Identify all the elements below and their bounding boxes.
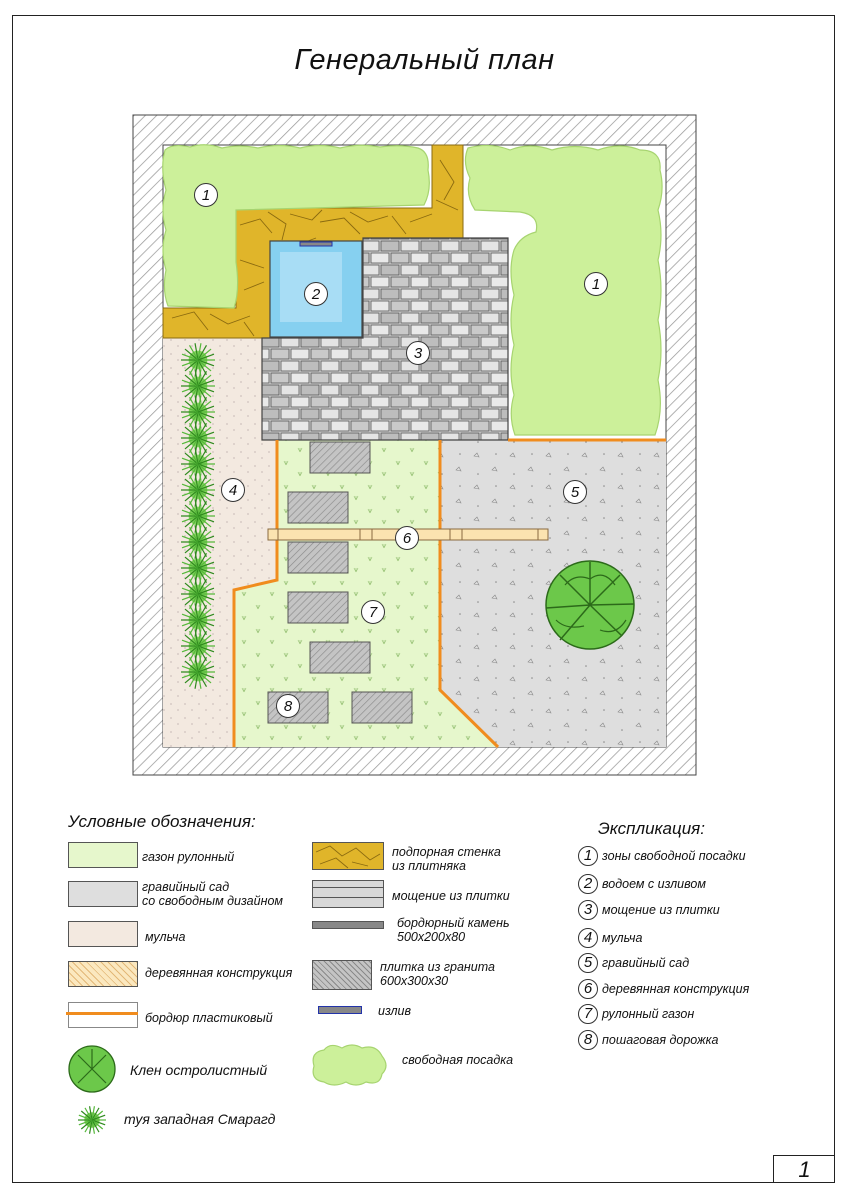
explication-number: 3 [578, 900, 598, 920]
retaining-label-line1: подпорная стенка [392, 845, 501, 859]
explication-text: гравийный сад [602, 956, 690, 970]
gravel-label-line2: со свободным дизайном [142, 894, 283, 908]
plan-label-3: 3 [406, 341, 430, 365]
plan-label-8: 8 [276, 694, 300, 718]
free-planting-legend-icon [306, 1040, 392, 1088]
free-planting-label: свободная посадка [402, 1053, 514, 1067]
gravel-label-line1: гравийный сад [142, 880, 230, 894]
explication-number: 5 [578, 953, 598, 973]
step-stone [352, 692, 412, 723]
retaining-swatch-stones [312, 842, 384, 870]
explication-item [578, 1030, 718, 1050]
spout-swatch [318, 1006, 362, 1014]
explication-text: зоны свободной посадки [602, 849, 746, 863]
explication-number: 1 [578, 846, 598, 866]
paving-swatch [312, 880, 384, 908]
plan-label-4: 4 [221, 478, 245, 502]
step-stone [288, 542, 348, 573]
explication-item [578, 846, 746, 866]
paving-label: мощение из плитки [392, 889, 510, 903]
explication-number: 7 [578, 1004, 598, 1024]
granite-label [380, 960, 495, 988]
border-swatch-line [66, 1012, 138, 1015]
explication-item [578, 928, 642, 948]
step-stone [288, 592, 348, 623]
thuja-label: туя западная Смарагд [124, 1111, 276, 1127]
thuja-shrub [78, 1106, 106, 1134]
explication-item [578, 874, 706, 894]
granite-label-line2: 600х300х30 [380, 974, 449, 988]
gravel-swatch [68, 881, 138, 907]
lawn-label: газон рулонный [142, 850, 235, 864]
explication-number: 4 [578, 928, 598, 948]
spout-label: излив [378, 1004, 412, 1018]
step-stone [288, 492, 348, 523]
explication-item [578, 953, 689, 973]
explication-number: 8 [578, 1030, 598, 1050]
wood-swatch [68, 961, 138, 987]
maple-tree [546, 561, 634, 649]
mulch-label: мульча [145, 930, 186, 944]
explication-text: мульча [602, 931, 643, 945]
gravel-label [142, 880, 283, 908]
plan-label-2: 2 [304, 282, 328, 306]
lawn-swatch [68, 842, 138, 868]
step-stone [310, 642, 370, 673]
plan-label-5: 5 [563, 480, 587, 504]
plan-label-6: 6 [395, 526, 419, 550]
explication-title: Экспликация: [598, 819, 705, 838]
explication-text: водоем с изливом [602, 877, 706, 891]
explication-number: 2 [578, 874, 598, 894]
explication-item [578, 979, 749, 999]
curb-label-line1: бордюрный камень [397, 916, 510, 930]
thuja-legend-icon [76, 1104, 108, 1136]
border-label: бордюр пластиковый [145, 1011, 273, 1025]
granite-swatch [312, 960, 372, 990]
spout [300, 242, 332, 246]
border-swatch [68, 1002, 138, 1028]
step-stone [310, 442, 370, 473]
explication-text: деревянная конструкция [602, 982, 750, 996]
explication-text: рулонный газон [602, 1007, 695, 1021]
wood-label: деревянная конструкция [145, 966, 293, 980]
curb-label [397, 916, 510, 944]
maple-label: Клен остролистный [130, 1062, 268, 1078]
legend-title: Условные обозначения: [68, 812, 256, 831]
explication-number: 6 [578, 979, 598, 999]
page-title: Генеральный план [294, 44, 555, 76]
plan-label-1: 1 [194, 183, 218, 207]
curb-swatch [312, 921, 384, 929]
curb-label-line2: 500х200х80 [397, 930, 466, 944]
retaining-label-line2: из плитняка [392, 859, 466, 873]
maple-legend-icon [66, 1043, 118, 1095]
explication-text: пошаговая дорожка [602, 1033, 719, 1047]
mulch-swatch [68, 921, 138, 947]
explication-item [578, 900, 720, 920]
granite-label-line1: плитка из гранита [380, 960, 495, 974]
retaining-label [392, 845, 501, 873]
plan-label-7: 7 [361, 600, 385, 624]
sheet-number: 1 [773, 1155, 835, 1183]
plan-label-1b: 1 [584, 272, 608, 296]
explication-text: мощение из плитки [602, 903, 720, 917]
explication-item [578, 1004, 694, 1024]
